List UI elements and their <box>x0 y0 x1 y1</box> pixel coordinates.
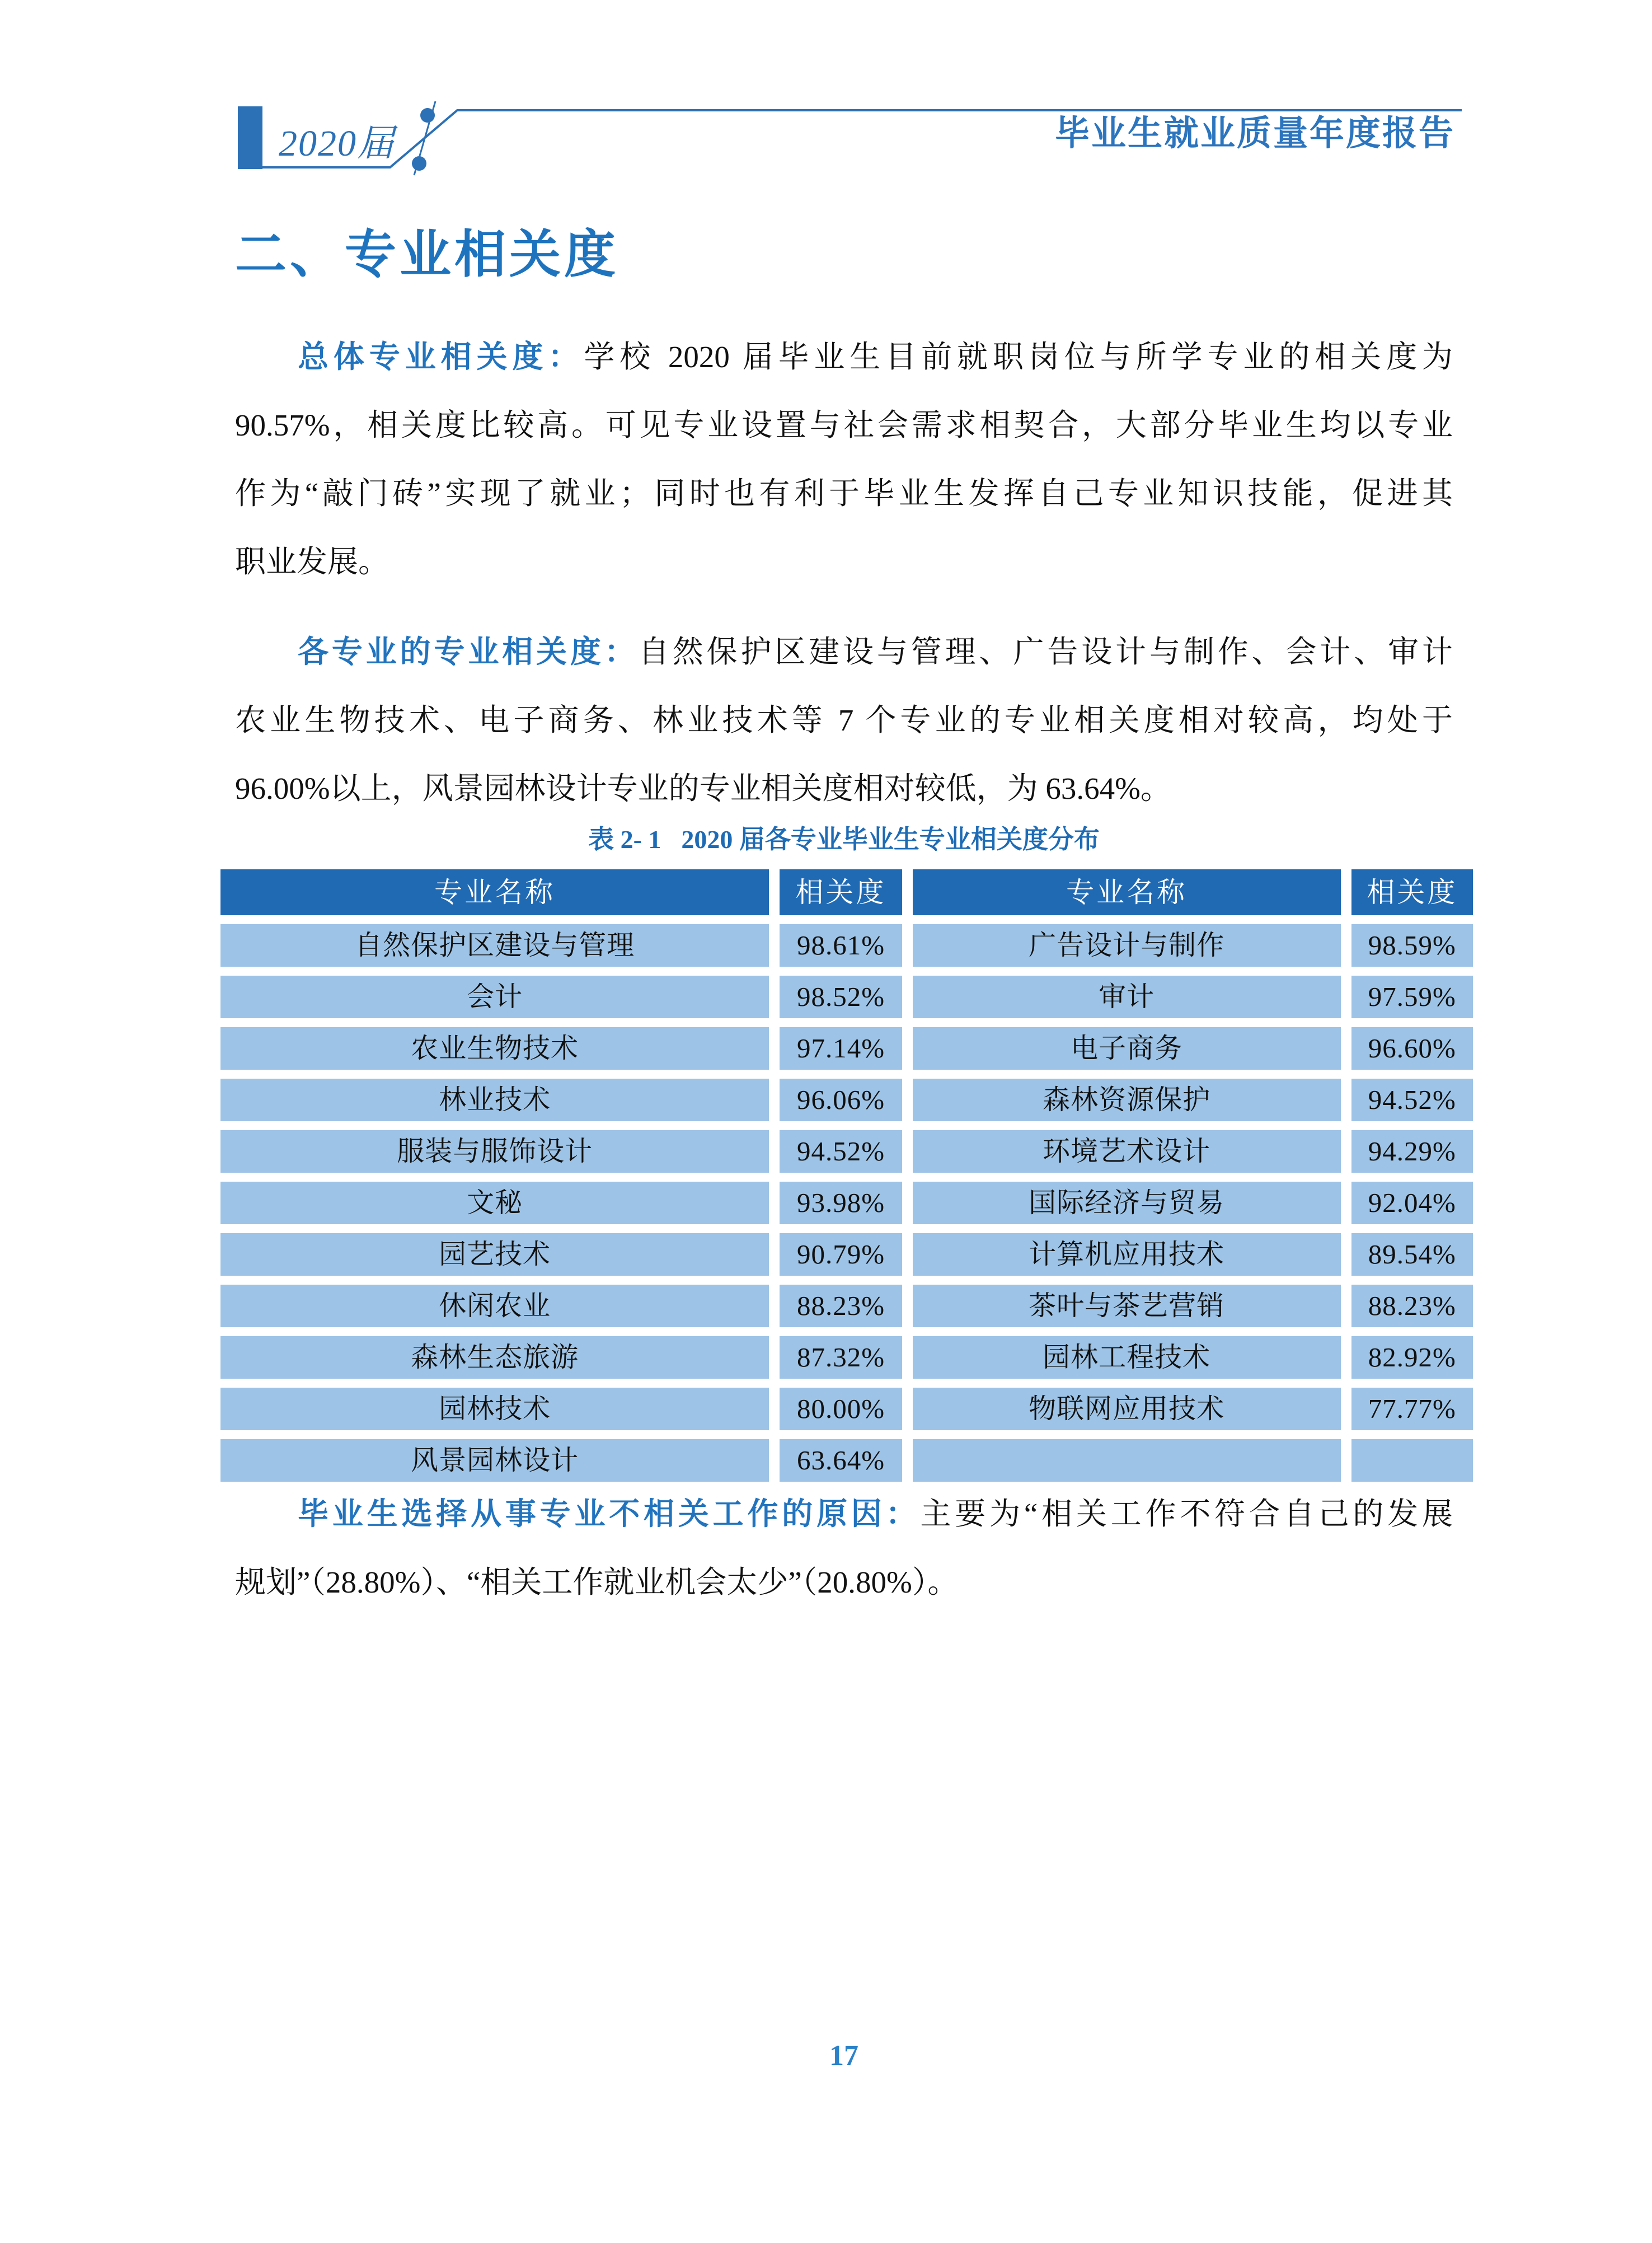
table-data-cell: 风景园林设计 <box>220 1439 769 1482</box>
table-data-cell: 园林工程技术 <box>913 1336 1341 1379</box>
table-header-cell: 专业名称 <box>220 869 769 915</box>
table-data-cell: 物联网应用技术 <box>913 1388 1341 1430</box>
paragraph-line: 毕业生选择从事专业不相关工作的原因：主要为“相关工作不符合自己的发展 <box>298 1497 1453 1531</box>
table-empty-cell <box>1351 1439 1473 1482</box>
table-empty-cell <box>913 1439 1341 1482</box>
page-number: 17 <box>829 2040 858 2072</box>
table-header-cell: 专业名称 <box>913 869 1341 915</box>
header-year-label: 2020届 <box>279 123 395 164</box>
table-data-cell: 93.98% <box>780 1182 902 1224</box>
table-data-cell: 服装与服饰设计 <box>220 1130 769 1173</box>
paragraph-unrelated-work-reason <box>235 1480 1453 1617</box>
table-data-cell: 96.60% <box>1351 1027 1473 1070</box>
table-caption-title: 2020 届各专业毕业生专业相关度分布 <box>681 825 1100 854</box>
table-data-cell: 82.92% <box>1351 1336 1473 1379</box>
table-data-cell: 89.54% <box>1351 1233 1473 1276</box>
table-data-cell: 森林生态旅游 <box>220 1336 769 1379</box>
table-caption <box>235 822 1453 858</box>
paragraph-overall-relevance <box>235 323 1453 596</box>
paragraph-line: 规划”（28.80%）、“相关工作就业机会太少”（20.80%）。 <box>235 1565 959 1599</box>
table-data-cell: 94.52% <box>1351 1079 1473 1121</box>
table-data-cell: 98.61% <box>780 924 902 967</box>
paragraph-lead-text: 各专业的专业相关度： <box>298 635 639 669</box>
header-dot-bottom <box>412 156 426 171</box>
table-data-cell: 环境艺术设计 <box>913 1130 1341 1173</box>
table-data-cell: 国际经济与贸易 <box>913 1182 1341 1224</box>
paragraph-line: 职业发展。 <box>235 545 389 579</box>
paragraph-line: 96.00%以上，风景园林设计专业的专业相关度相对较低，为 63.64%。 <box>235 771 1171 806</box>
header-report-title: 毕业生就业质量年度报告 <box>1054 114 1455 153</box>
table-data-cell: 休闲农业 <box>220 1285 769 1327</box>
paragraph-lead-text: 总体专业相关度： <box>298 340 584 374</box>
table-data-cell: 88.23% <box>780 1285 902 1327</box>
table-data-cell: 园林技术 <box>220 1388 769 1430</box>
table-data-cell: 98.52% <box>780 976 902 1018</box>
table-data-cell: 农业生物技术 <box>220 1027 769 1070</box>
table-data-cell: 87.32% <box>780 1336 902 1379</box>
table-data-cell: 90.79% <box>780 1233 902 1276</box>
relevance-table <box>220 869 1473 1482</box>
paragraph-lead-text: 毕业生选择从事专业不相关工作的原因： <box>298 1497 921 1531</box>
table-data-cell: 94.29% <box>1351 1130 1473 1173</box>
paragraph-line: 90.57%，相关度比较高。可见专业设置与社会需求相契合，大部分毕业生均以专业 <box>235 408 1453 442</box>
table-caption-label: 表 2- 1 <box>588 825 661 854</box>
table-data-cell: 审计 <box>913 976 1341 1018</box>
table-data-cell: 80.00% <box>780 1388 902 1430</box>
table-data-cell: 97.14% <box>780 1027 902 1070</box>
table-data-cell: 森林资源保护 <box>913 1079 1341 1121</box>
table-data-cell: 96.06% <box>780 1079 902 1121</box>
table-data-cell: 97.59% <box>1351 976 1473 1018</box>
paragraph-line: 总体专业相关度：学校 2020 届毕业生目前就职岗位与所学专业的相关度为 <box>298 340 1453 374</box>
paragraph-by-major-relevance <box>235 618 1453 823</box>
table-data-cell: 77.77% <box>1351 1388 1473 1430</box>
table-data-cell: 文秘 <box>220 1182 769 1224</box>
table-data-cell: 88.23% <box>1351 1285 1473 1327</box>
paragraph-line: 农业生物技术、电子商务、林业技术等 7 个专业的专业相关度相对较高，均处于 <box>235 703 1453 737</box>
header-dot-top <box>420 108 435 123</box>
paragraph-line: 作为“敲门砖”实现了就业；同时也有利于毕业生发挥自己专业知识技能，促进其 <box>235 476 1453 511</box>
paragraph-line: 各专业的专业相关度：自然保护区建设与管理、广告设计与制作、会计、审计 <box>298 635 1453 669</box>
table-header-cell: 相关度 <box>1351 869 1473 915</box>
table-data-cell: 94.52% <box>780 1130 902 1173</box>
table-header-cell: 相关度 <box>780 869 902 915</box>
table-data-cell: 电子商务 <box>913 1027 1341 1070</box>
table-data-cell: 自然保护区建设与管理 <box>220 924 769 967</box>
header-left-bar <box>238 106 262 169</box>
table-data-cell: 计算机应用技术 <box>913 1233 1341 1276</box>
table-data-cell: 92.04% <box>1351 1182 1473 1224</box>
table-data-cell: 园艺技术 <box>220 1233 769 1276</box>
table-data-cell: 98.59% <box>1351 924 1473 967</box>
table-data-cell: 茶叶与茶艺营销 <box>913 1285 1341 1327</box>
table-data-cell: 林业技术 <box>220 1079 769 1121</box>
table-data-cell: 会计 <box>220 976 769 1018</box>
section-title: 二、专业相关度 <box>235 226 620 283</box>
table-data-cell: 广告设计与制作 <box>913 924 1341 967</box>
table-data-cell: 63.64% <box>780 1439 902 1482</box>
